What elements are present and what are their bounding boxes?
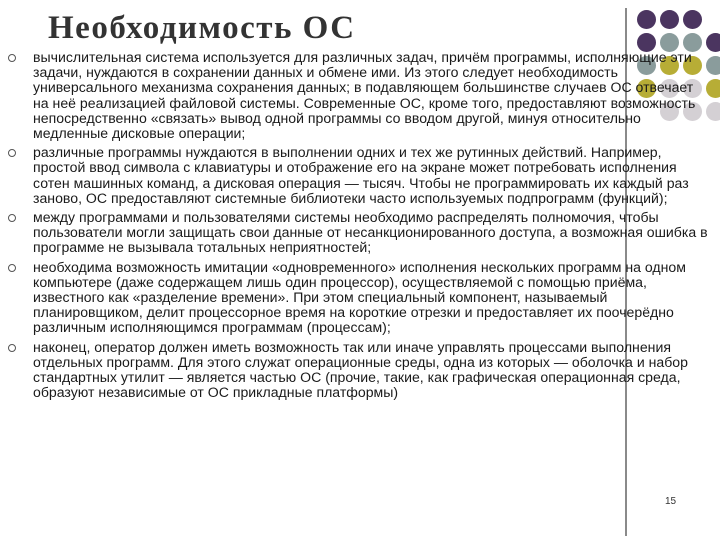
bullet-icon: [8, 344, 16, 352]
list-item: [8, 210, 708, 256]
decor-dot: [706, 102, 720, 121]
decor-dot: [683, 10, 702, 29]
slide-title: Необходимость ОС: [48, 10, 356, 46]
bullet-list: [8, 50, 708, 404]
page-number: 15: [665, 496, 677, 507]
bullet-text: необходима возможность имитации «одновременного» исполнения нескольких программ на одном компьютере (даже содержащем лишь один процессор), осуществляемой с помощью приёма, известного как «разделение времени». При этом специальный компонент, называемый планировщиком, делит процессорное время на короткие отрезки и предоставляет их поочерёдно различным исполняющимся программам (процессам);: [33, 258, 686, 336]
decor-dot: [706, 33, 720, 52]
decor-dot: [637, 10, 656, 29]
bullet-text: различные программы нуждаются в выполнении одних и тех же рутинных действий. Например, простой ввод символа с клавиатуры и отображение его на экране может потребовать исполнения сотен машинных команд, а дисковая операция — тысяч. Чтобы не программировать их каждый раз заново, ОС предоставляют системные библиотеки часто используемых подпрограмм (функций);: [33, 144, 689, 206]
bullet-text: между программами и пользователями системы необходимо распределять полномочия, чтобы пользователи могли защищать свои данные от несанкционированного доступа, а возможная ошибка в программе не вызывала тотальных неприятностей;: [33, 209, 708, 256]
bullet-icon: [8, 54, 16, 62]
list-item: [8, 340, 708, 401]
list-item: [8, 50, 708, 141]
decor-dot: [660, 10, 679, 29]
decor-dot: [706, 79, 720, 98]
bullet-text: вычислительная система используется для различных задач, причём программы, исполняющие эти задачи, нуждаются в сохранении данных и обмене ими. Из этого следует необходимость универсального механизма сохранения данных; в подавляющем большинстве случаев ОС отвечает на неё реализацией файловой системы. Современные ОС, кроме того, предоставляют возможность непосредственно «связать» вывод одной программы со вводом другой, минуя относительно медленные дисковые операции;: [33, 49, 696, 142]
bullet-icon: [8, 149, 16, 157]
bullet-text: наконец, оператор должен иметь возможность так или иначе управлять процессами выполнения отдельных программ. Для этого служат операционные среды, одна из которых — оболочка и набор стандартных утилит — является частью ОС (прочие, такие, как графическая операционная среда, образуют независимые от ОС прикладные платформы): [33, 338, 688, 401]
list-item: [8, 260, 708, 336]
bullet-icon: [8, 264, 16, 272]
decor-dot: [706, 56, 720, 75]
bullet-icon: [8, 214, 16, 222]
list-item: [8, 145, 708, 206]
